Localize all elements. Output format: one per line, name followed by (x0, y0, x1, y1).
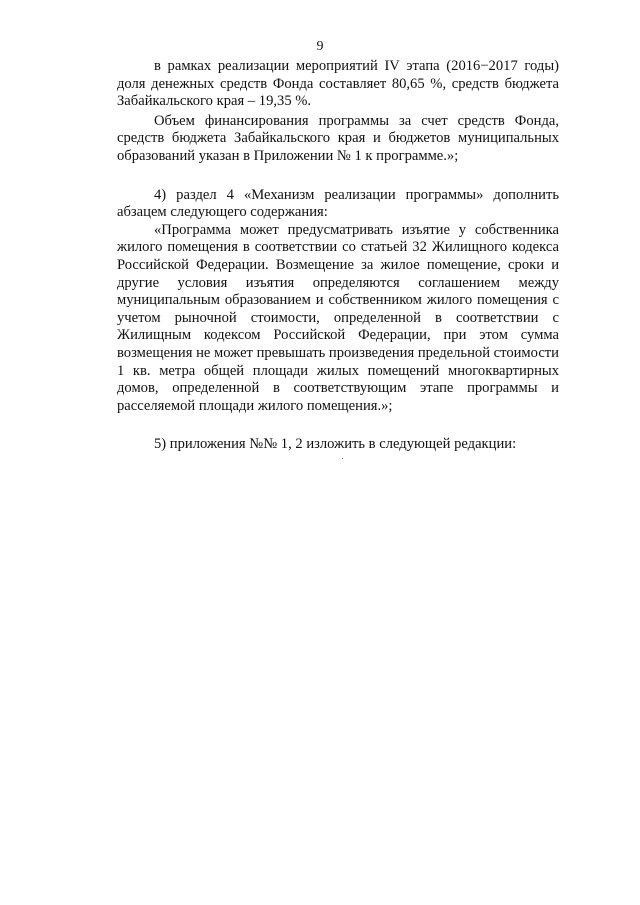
spacer (117, 415, 559, 436)
paragraph-funding-volume: Объем финансирования программы за счет средств Фонда, средств бюджета Забайкальского края и бюджетов муниципальных образований указан в Приложении № 1 к программе.»; (117, 112, 559, 164)
page-number: 9 (316, 39, 324, 54)
paragraph-appendices-amendment: 5) приложения №№ 1, 2 изложить в следующей редакции: (154, 436, 517, 453)
paragraph-section-4-amendment: 4) раздел 4 «Механизм реализации программы» дополнить абзацем следующего содержания: (117, 186, 559, 221)
paragraph-funding-share: в рамках реализации мероприятий IV этапа (2016−2017 годы) доля денежных средств Фонда составляет 80,65 %, средств бюджета Забайкальского края – 19,35 %. (117, 58, 559, 110)
scan-speck (342, 458, 343, 459)
spacer (117, 166, 559, 187)
document-body (117, 58, 559, 454)
paragraph-seizure-provision: «Программа может предусматривать изъятие у собственника жилого помещения в соответствии со статьей 32 Жилищного кодекса Российской Федерации. Возмещение за жилое помещение, сроки и другие условия изъятия определяются соглашением между муниципальным образованием и собственником жилого помещения с учетом рыночной стоимости, определенной в соответствии с Жилищным кодексом Российской Федерации, при этом сумма возмещения не может превышать произведения предельной стоимости 1 кв. метра общей площади жилых помещений многоквартирных домов, определенной в соответствующим этапе программы и расселяемой площади жилого помещения.»; (117, 221, 559, 414)
